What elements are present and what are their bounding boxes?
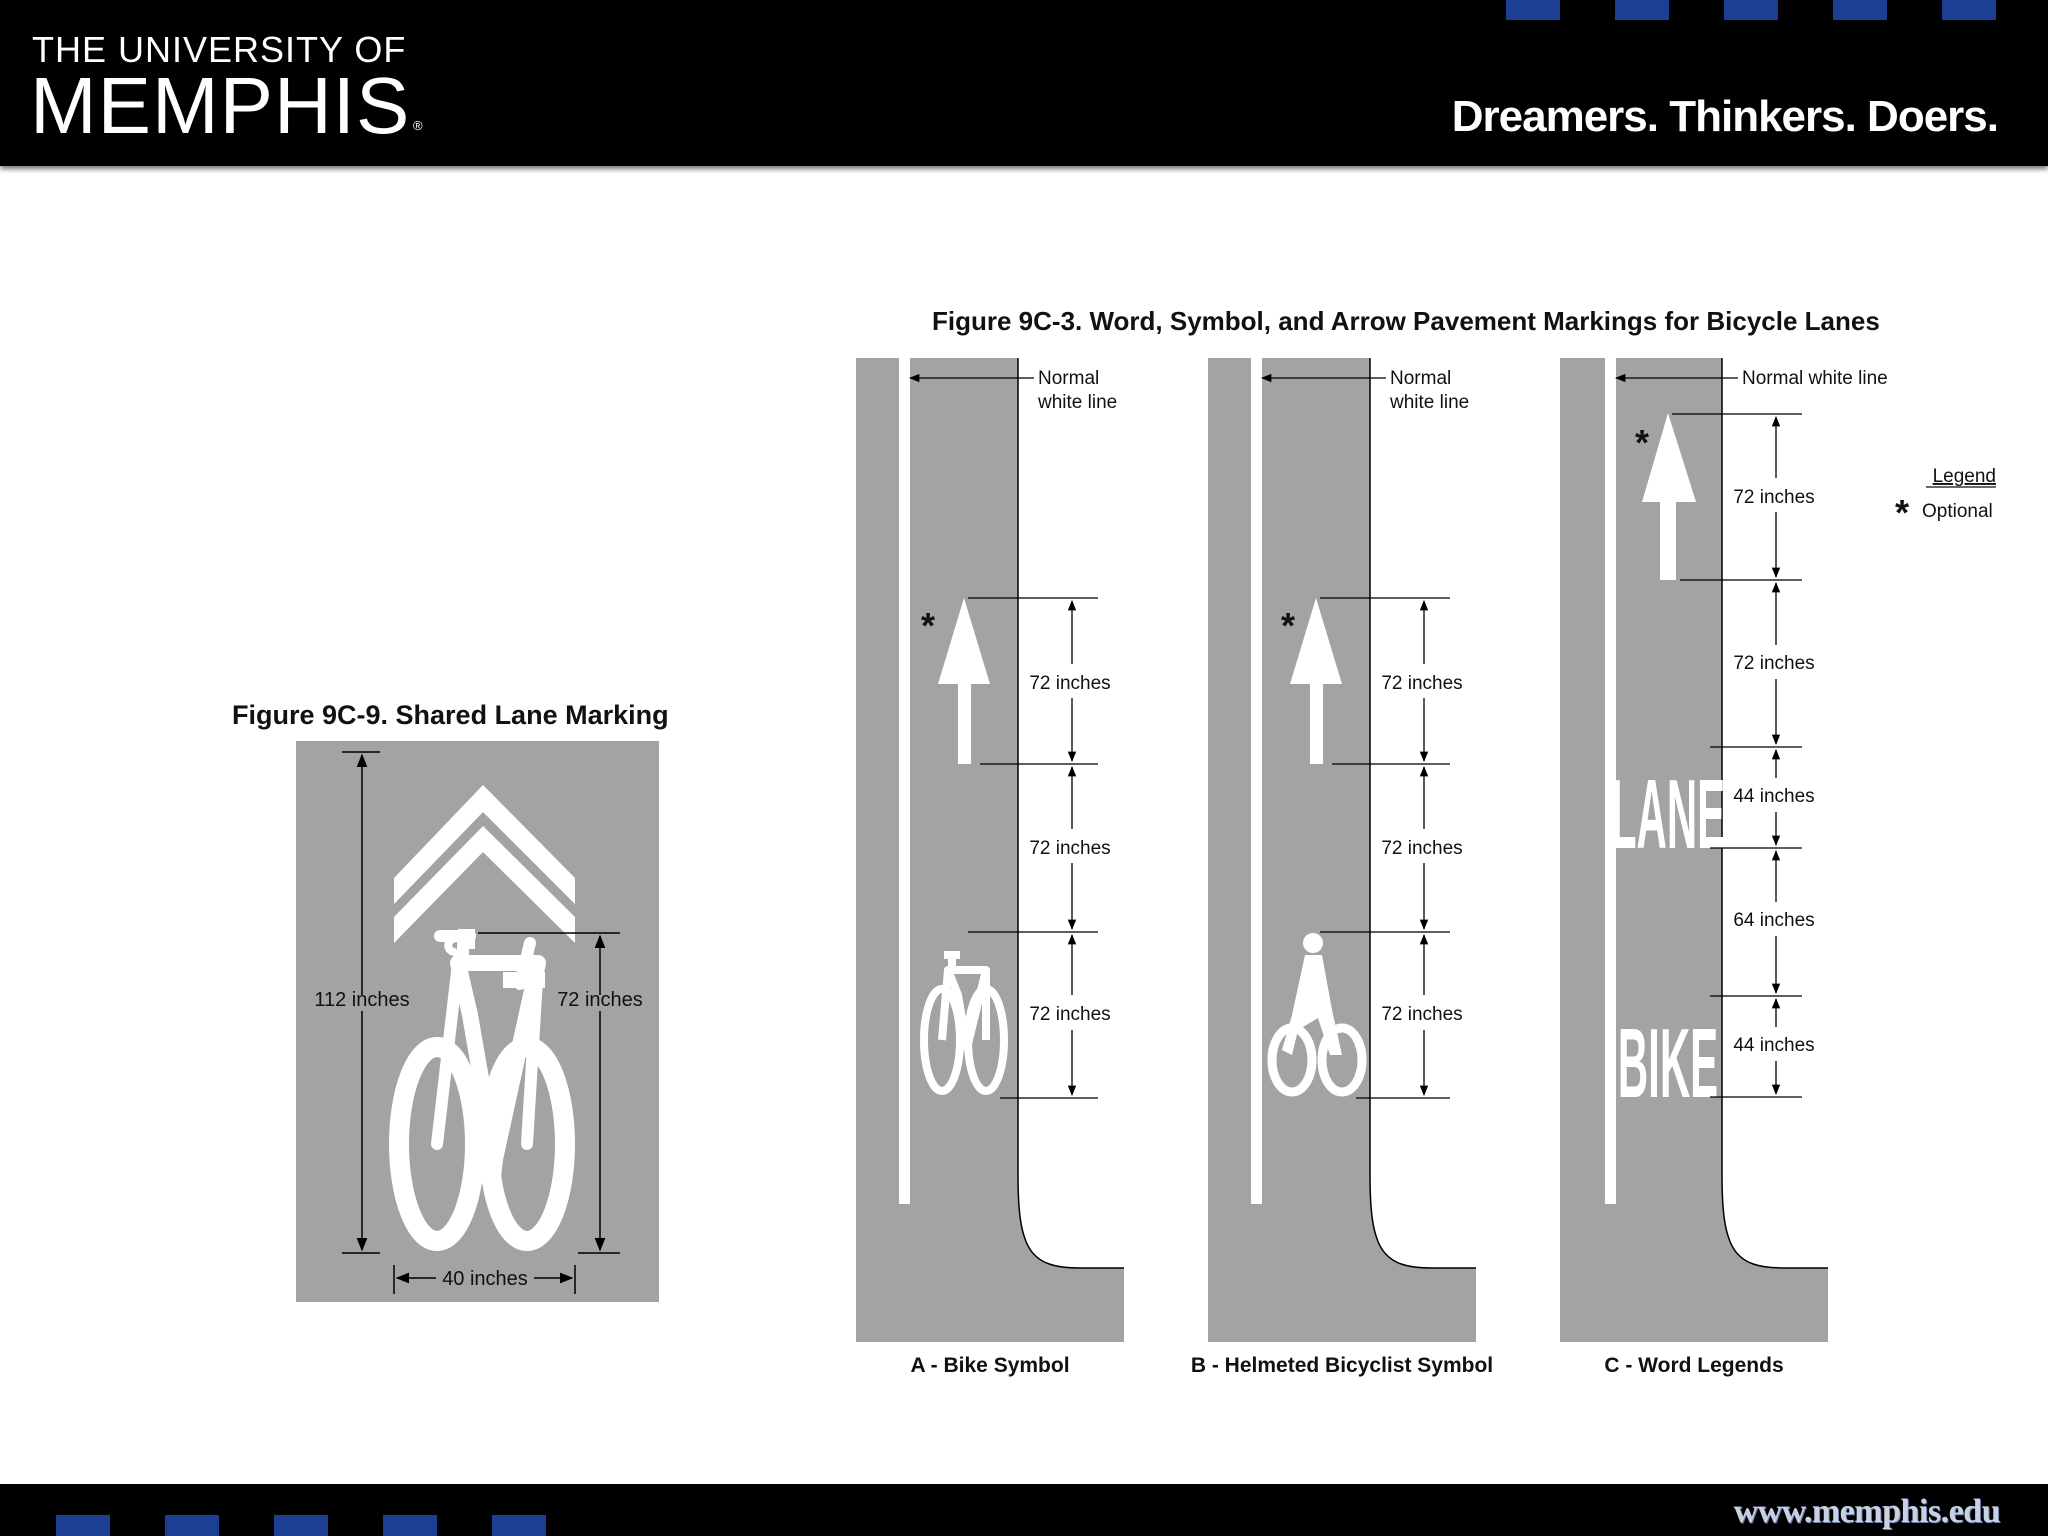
dim-72-inches: 72 inches	[1381, 1004, 1463, 1025]
panel-a-bike-symbol	[856, 358, 1124, 1377]
word-bike-marking: BIKE	[1617, 1008, 1719, 1120]
dim-44-inches: 44 inches	[1733, 786, 1815, 807]
header-accent-square	[1833, 0, 1887, 20]
panel-a-caption: A - Bike Symbol	[910, 1354, 1070, 1377]
normal-white-line	[899, 358, 910, 1204]
shared-lane-figure-title: Figure 9C-9. Shared Lane Marking	[232, 700, 669, 730]
normal-white-line-label: Normal white line	[1390, 368, 1470, 413]
university-logo-wordmark: MEMPHIS	[30, 61, 411, 150]
header-accent-square	[1506, 0, 1560, 20]
normal-white-line-label: Normal white line	[1742, 368, 1888, 389]
bicycle-lane-figure-title: Figure 9C-3. Word, Symbol, and Arrow Pavement Markings for Bicycle Lanes	[932, 306, 1880, 336]
dim-44-inches: 44 inches	[1733, 1035, 1815, 1056]
dim-72-inches: 72 inches	[1029, 673, 1111, 694]
dim-72-inches: 72 inches	[1733, 487, 1815, 508]
header-accent-square	[1942, 0, 1996, 20]
footer-accent-square	[165, 1515, 219, 1536]
dim-40-inches: 40 inches	[442, 1268, 528, 1290]
university-logo-line1: THE UNIVERSITY OF	[32, 29, 407, 70]
dim-72-inches: 72 inches	[1029, 838, 1111, 859]
bicycle-lane-markings-diagram	[840, 340, 2020, 1390]
optional-asterisk: *	[1280, 605, 1296, 646]
legend-title: Legend	[1932, 466, 1996, 487]
header-accent-square	[1615, 0, 1669, 20]
dim-64-inches: 64 inches	[1733, 910, 1815, 931]
footer-accent-square	[492, 1515, 546, 1536]
registered-mark: ®	[413, 118, 423, 133]
dim-72-inches: 72 inches	[1029, 1004, 1111, 1025]
legend-asterisk: *	[1894, 492, 1910, 533]
tagline: Dreamers. Thinkers. Doers.	[1451, 92, 1998, 141]
dim-72-inches: 72 inches	[557, 989, 643, 1011]
word-lane-marking: LANE	[1610, 759, 1726, 871]
bicycle-seatpost	[458, 929, 475, 949]
header-bar	[0, 0, 2048, 166]
normal-white-line	[1251, 358, 1262, 1204]
dim-112-inches: 112 inches	[314, 989, 410, 1011]
optional-asterisk: *	[1634, 422, 1650, 463]
shared-lane-marking-diagram	[296, 741, 660, 1303]
dim-72-inches: 72 inches	[1381, 838, 1463, 859]
legend-optional-label: Optional	[1922, 501, 1993, 522]
panel-b-helmeted-bicyclist	[1191, 358, 1493, 1377]
dim-72-inches: 72 inches	[1733, 653, 1815, 674]
legend	[1895, 466, 1996, 533]
header-accent-square	[1724, 0, 1778, 20]
normal-white-line-label: Normal white line	[1038, 368, 1118, 413]
footer-accent-square	[383, 1515, 437, 1536]
bicycle-saddle	[503, 972, 545, 988]
rider-head	[1303, 933, 1323, 953]
footer-accent-square	[274, 1515, 328, 1536]
footer-accent-square	[56, 1515, 110, 1536]
panel-c-word-legends	[1560, 358, 1888, 1377]
panel-c-caption: C - Word Legends	[1604, 1354, 1784, 1377]
dim-72-inches: 72 inches	[1381, 673, 1463, 694]
panel-b-caption: B - Helmeted Bicyclist Symbol	[1190, 1354, 1494, 1377]
website-url[interactable]: www.memphis.edu	[1733, 1493, 2000, 1530]
optional-asterisk: *	[920, 605, 936, 646]
